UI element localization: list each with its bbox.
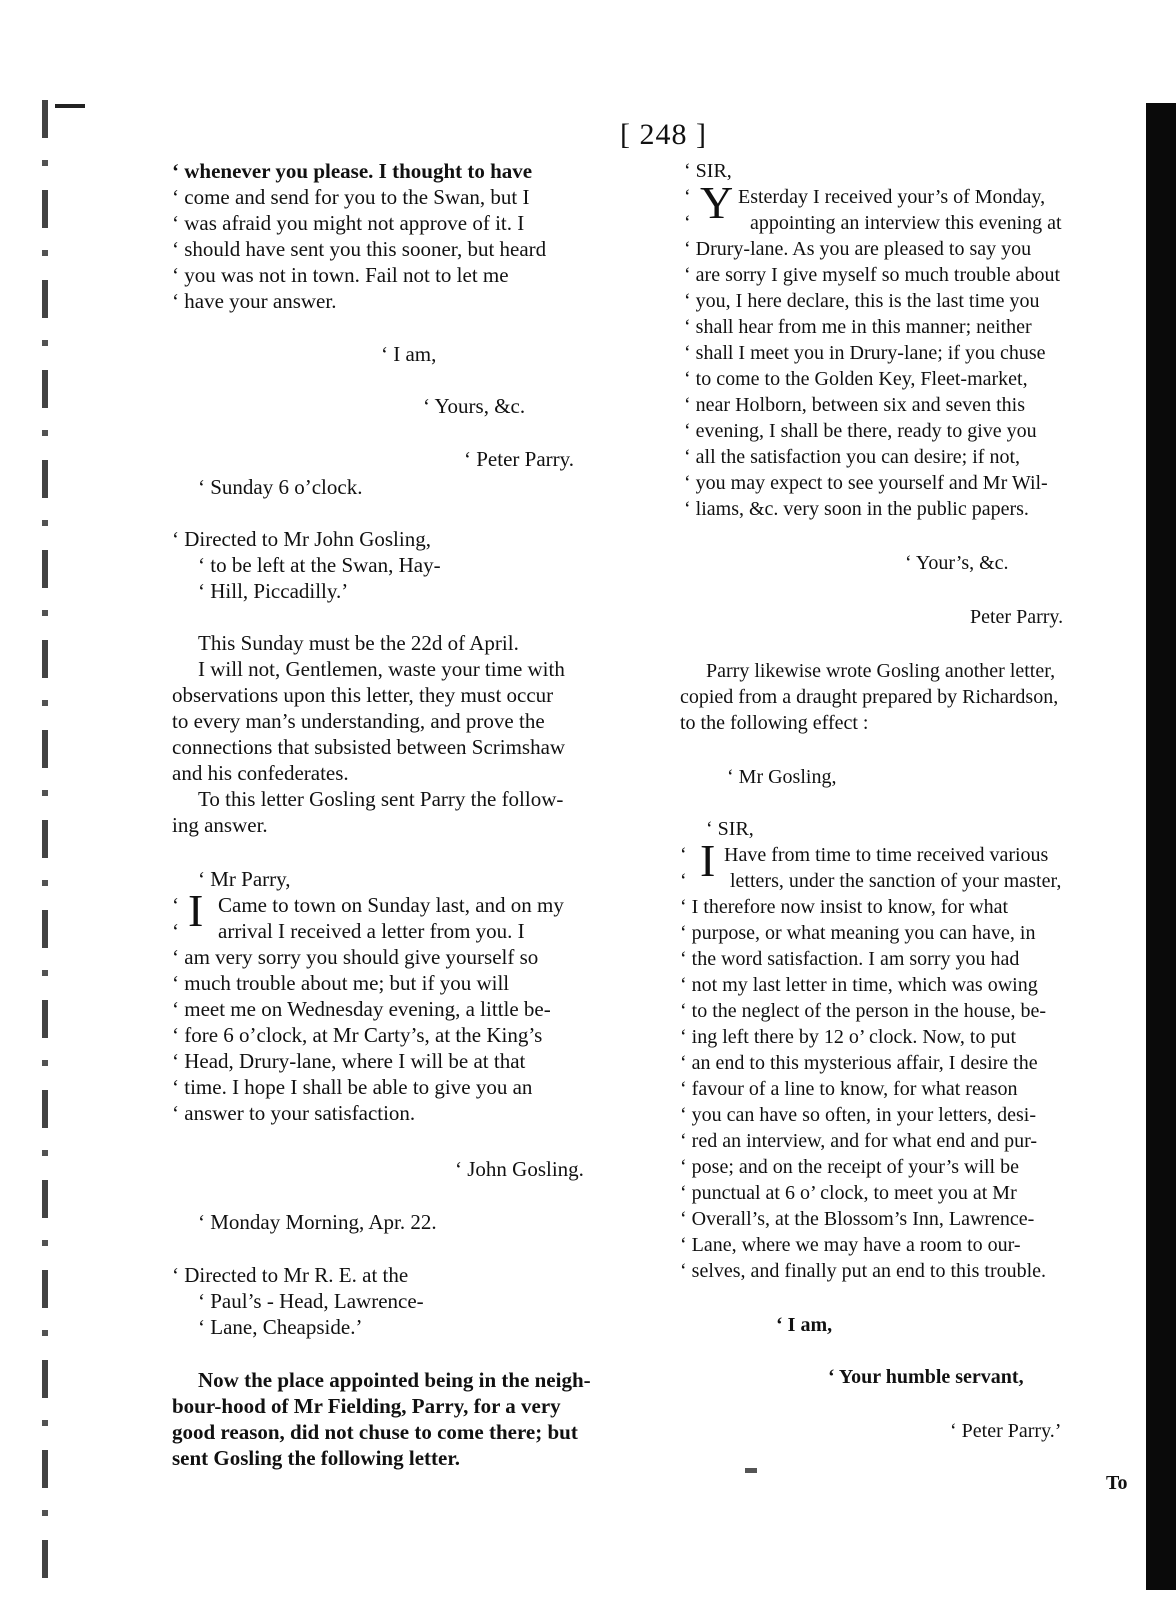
address-line: ‘ Paul’s - Head, Lawrence- [198, 1289, 424, 1313]
signature-line: ‘ Peter Parry. [464, 447, 575, 471]
text-line: ‘ should have sent you this sooner, but heard [172, 237, 547, 261]
text-line: ‘ was afraid you might not approve of it. I [172, 211, 525, 235]
signature-line: ‘ John Gosling. [455, 1157, 584, 1181]
text-line: ‘ punctual at 6 o’ clock, to meet you at Mr [680, 1182, 1017, 1204]
text-line: ‘ near Holborn, between six and seven this [684, 394, 1026, 416]
text-line: ‘ red an interview, and for what end and pur- [680, 1130, 1038, 1152]
text-line: ‘ [680, 870, 687, 892]
scan-edge-bar [1146, 103, 1176, 1590]
text-line: good reason, did not chuse to come there; but [172, 1420, 578, 1444]
text-line: Esterday I received your’s of Monday, [738, 186, 1046, 208]
text-line: ‘ favour of a line to know, for what reason [680, 1078, 1018, 1100]
date-line: ‘ Sunday 6 o’clock. [198, 475, 363, 499]
text-line: ‘ much trouble about me; but if you will [172, 971, 510, 995]
text-line: ‘ shall hear from me in this manner; neither [684, 316, 1032, 338]
salutation: ‘ SIR, [684, 160, 732, 182]
text-line: ‘ [684, 212, 691, 234]
text-line: ‘ [172, 893, 179, 917]
salutation: ‘ SIR, [706, 818, 754, 840]
text-line: ‘ shall I meet you in Drury-lane; if you chuse [684, 342, 1046, 364]
text-line: ‘ time. I hope I shall be able to give you an [172, 1075, 533, 1099]
text-line: ‘ to come to the Golden Key, Fleet-market, [684, 368, 1028, 390]
text-line: ‘ an end to this mysterious affair, I desire the [680, 1052, 1038, 1074]
text-line: ‘ the word satisfaction. I am sorry you had [680, 948, 1020, 970]
text-line: to the following effect : [680, 712, 869, 734]
text-line: ‘ purpose, or what meaning you can have, in [680, 922, 1036, 944]
text-line: To this letter Gosling sent Parry the follow- [198, 787, 564, 811]
text-line: ‘ you can have so often, in your letters, desi- [680, 1104, 1037, 1126]
closing-line: ‘ Your’s, &c. [905, 552, 1009, 574]
text-line: ‘ Head, Drury-lane, where I will be at that [172, 1049, 526, 1073]
text-line: ‘ come and send for you to the Swan, but I [172, 185, 530, 209]
text-line: and his confederates. [172, 761, 349, 785]
date-line: ‘ Monday Morning, Apr. 22. [198, 1210, 437, 1234]
signature-line: ‘ Peter Parry.’ [950, 1420, 1062, 1442]
text-line: copied from a draught prepared by Richardson, [680, 686, 1059, 708]
text-line: ‘ to the neglect of the person in the house, be- [680, 1000, 1046, 1022]
text-line: bour-hood of Mr Fielding, Parry, for a very [172, 1394, 561, 1418]
text-line: ‘ evening, I shall be there, ready to give you [684, 420, 1037, 442]
salutation: ‘ Mr Gosling, [727, 766, 837, 788]
address-line: ‘ Directed to Mr R. E. at the [172, 1263, 409, 1287]
text-line: ‘ ing left there by 12 o’ clock. Now, to put [680, 1026, 1017, 1048]
text-line: appointing an interview this evening at [750, 212, 1062, 234]
signature-line: Peter Parry. [970, 606, 1064, 628]
binding-mark [55, 104, 85, 108]
text-line: ‘ I therefore now insist to know, for what [680, 896, 1009, 918]
text-line: ‘ meet me on Wednesday evening, a little be- [172, 997, 551, 1021]
text-line: Now the place appointed being in the neigh- [198, 1368, 591, 1392]
text-line: arrival I received a letter from you. I [218, 919, 525, 943]
text-line: ‘ Lane, where we may have a room to our- [680, 1234, 1021, 1256]
text-line: ing answer. [172, 813, 268, 837]
page-number: [ 248 ] [620, 118, 707, 151]
text-line: ‘ pose; and on the receipt of your’s will be [680, 1156, 1019, 1178]
text-line: letters, under the sanction of your master, [730, 870, 1062, 892]
text-line: ‘ Drury-lane. As you are pleased to say you [684, 238, 1032, 260]
text-line: Came to town on Sunday last, and on my [218, 893, 564, 917]
text-line: ‘ are sorry I give myself so much trouble about [684, 264, 1061, 286]
text-line: ‘ not my last letter in time, which was owing [680, 974, 1038, 996]
salutation: ‘ Mr Parry, [198, 867, 291, 891]
closing-line: ‘ Yours, &c. [423, 394, 526, 418]
drop-cap: I [188, 885, 204, 936]
text-line: ‘ have your answer. [172, 289, 337, 313]
text-line: ‘ am very sorry you should give yourself so [172, 945, 539, 969]
drop-cap: I [700, 835, 716, 886]
text-line: observations upon this letter, they must occur [172, 683, 554, 707]
text-line: I will not, Gentlemen, waste your time with [198, 657, 565, 681]
address-line: ‘ Lane, Cheapside.’ [198, 1315, 363, 1339]
text-line: ‘ you was not in town. Fail not to let me [172, 263, 509, 287]
text-line: ‘ [680, 844, 687, 866]
binding-edge [42, 100, 48, 1590]
text-line: to every man’s understanding, and prove the [172, 709, 545, 733]
address-line: ‘ Directed to Mr John Gosling, [172, 527, 431, 551]
closing-line: ‘ I am, [776, 1314, 833, 1336]
text-line: ‘ selves, and finally put an end to this trouble. [680, 1260, 1047, 1282]
text-line: ‘ Overall’s, at the Blossom’s Inn, Lawrence- [680, 1208, 1035, 1230]
address-line: ‘ Hill, Piccadilly.’ [198, 579, 349, 603]
text-line: ‘ [172, 919, 179, 943]
text-line: ‘ whenever you please. I thought to have [172, 159, 533, 183]
text-line: connections that subsisted between Scrimshaw [172, 735, 566, 759]
text-line: Parry likewise wrote Gosling another letter, [706, 660, 1056, 682]
text-line: ‘ all the satisfaction you can desire; if not, [684, 446, 1021, 468]
drop-cap: Y [700, 177, 734, 228]
closing-line: ‘ I am, [381, 342, 437, 366]
catchword: To [1106, 1472, 1128, 1494]
address-line: ‘ to be left at the Swan, Hay- [198, 553, 441, 577]
text-line: sent Gosling the following letter. [172, 1446, 460, 1470]
text-line: ‘ [684, 186, 691, 208]
text-line: ‘ you may expect to see yourself and Mr Wil- [684, 472, 1048, 494]
ink-mark [745, 1468, 757, 1473]
closing-line: ‘ Your humble servant, [828, 1366, 1024, 1388]
text-line: ‘ liams, &c. very soon in the public papers. [684, 498, 1029, 520]
text-line: ‘ you, I here declare, this is the last time you [684, 290, 1040, 312]
text-line: ‘ answer to your satisfaction. [172, 1101, 416, 1125]
text-line: ‘ fore 6 o’clock, at Mr Carty’s, at the King’s [172, 1023, 543, 1047]
text-line: Have from time to time received various [724, 844, 1049, 866]
text-line: This Sunday must be the 22d of April. [198, 631, 519, 655]
